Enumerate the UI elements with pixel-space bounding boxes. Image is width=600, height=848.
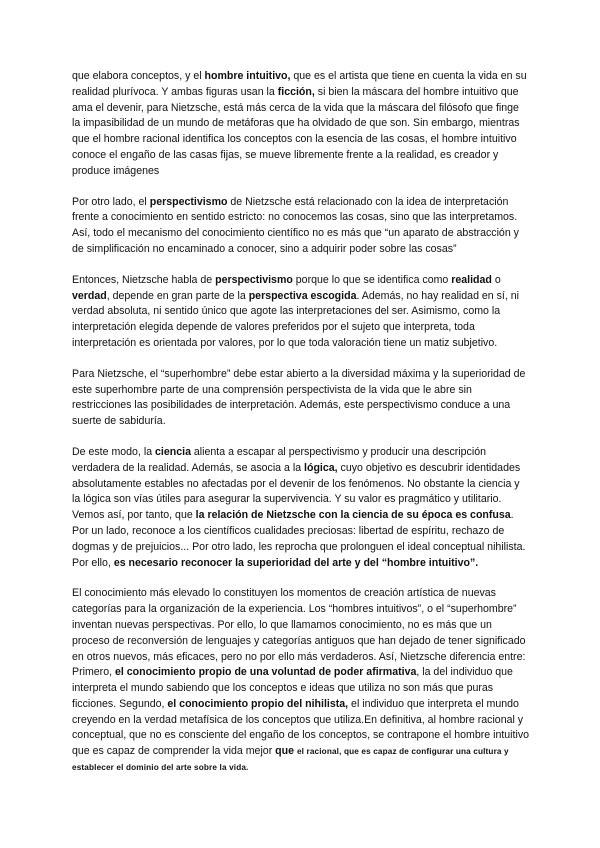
body-text: . Por un lado, reconoce a los científicos cualidades preciosas: libertad de espíritu, rechazo de dogmas y de prejuicios... Por otro lado, les reprocha que prolonguen el ideal conceptual nihilista. Por ello, — [72, 509, 526, 569]
body-text: el individuo que interpreta el mundo creyendo en la verdad metafísica de los conceptos que utiliza.En definitiva, al hombre racional y conceptual, que no es consciente del engaño de los conceptos, se contrapone el hombre intuitivo que es capaz de comprender la vida mejor — [72, 697, 530, 758]
body-text: que elabora conceptos, y el — [72, 70, 205, 82]
body-text: , la del individuo que interpreta el mundo sabiendo que los conceptos e ideas que utiliza no son más que puras ficciones. Segundo, — [72, 666, 513, 710]
body-text: si bien la máscara del hombre intuitivo que ama el devenir, para Nietzsche, está más cerca de la vida que la máscara del filósofo que finge la impasibilidad de un mundo de metáforas que ha olvidado de que son. Sin embargo, mientras que el hombre racional identifica los conceptos con la esencia de las cosas, el hombre intuitivo conoce el engaño de las casas fijas, se mueve libremente frente a la realidad, es creador y produce imágenes — [72, 85, 520, 177]
bold-text: lógica, — [304, 461, 338, 474]
body-text: que es el artista que tiene en cuenta la vida en su realidad plurívoca. Y ambas figuras usan la — [72, 70, 527, 98]
body-text: Por otro lado, el — [72, 195, 150, 208]
body-paragraph-6 — [72, 586, 530, 776]
bold-text: la relación de Nietzsche con la ciencia de su época es confusa — [195, 509, 511, 522]
bold-text: verdad — [72, 289, 107, 302]
body-text: De este modo, la — [72, 445, 156, 458]
body-text: o — [491, 273, 501, 286]
body-text: . Además, no hay realidad en sí, ni verdad absoluta, ni sentido único que agote las interpretaciones del ser. Asimismo, como la interpretación elegida depende de valores preferidos por el sujeto que interpreta, toda interpretación es orientada por valores, por lo que toda valoración tiene un matiz subjetivo. — [72, 289, 520, 349]
body-paragraph-4 — [72, 367, 530, 430]
bold-text: es necesario reconocer la superioridad del arte y del “hombre intuitivo”. — [113, 556, 479, 569]
body-paragraph-2 — [72, 195, 530, 258]
body-text: Para Nietzsche, el “superhombre” debe estar abierto a la diversidad máxima y la superioridad de este superhombre parte de una comprensión perspectivista de la vida que le abre sin restricciones las posibilidades de interpretación. Además, este perspectivismo conduce a una suerte de sabiduría. — [72, 367, 526, 428]
bold-text: hombre intuitivo, — [204, 70, 291, 82]
body-paragraph-3 — [72, 273, 530, 352]
body-paragraph-5 — [72, 445, 530, 571]
bold-text: realidad — [451, 273, 492, 286]
bold-text: el conocimiento propio de una voluntad de poder afirmativa — [114, 666, 417, 679]
bold-text: perspectiva escogida — [248, 289, 357, 302]
bold-text: ciencia — [155, 445, 191, 458]
body-text: alienta a escapar al perspectivismo y producir una descripción verdadera de la realidad. Además, se asocia a la — [72, 445, 486, 474]
bold-text: el racional, que es capaz de configurar una cultura y establecer el dominio del arte sobre la vida. — [72, 747, 509, 773]
body-text: de Nietzsche está relacionado con la idea de interpretación frente a conocimiento en sentido estricto: no conocemos las cosas, sino que las interpretamos. Así, todo el mecanismo del conocimiento científico no es más que “un aparato de abstracción y de simplificación no encaminado a conocer, sino a adquirir poder sobre las cosas” — [72, 195, 519, 255]
body-text: Entonces, Nietzsche habla de — [72, 273, 216, 286]
bold-text: perspectivismo — [215, 273, 293, 286]
body-text: El conocimiento más elevado lo constituyen los momentos de creación artística de nuevas categorías para la organización de la experiencia. Los “hombres intuitivos”, o el “superhombre” inventan nuevas perspectivas. Por ello, lo que llamamos conocimiento, no es más que un proceso de reconversión de lenguajes y categorías antiguos que han dejado de tener significado en otros nuevos, más eficaces, pero no por ello más verdaderos. Así, Nietzsche diferencia entre: Primero, — [72, 587, 526, 679]
bold-text: el conocimiento propio del nihilista, — [167, 697, 349, 710]
bold-text: ficción, — [277, 85, 315, 98]
bold-text: que — [275, 745, 297, 758]
bold-text: perspectivismo — [149, 195, 228, 208]
body-text: cuyo objetivo es descubrir identidades absolutamente estables no afectadas por el devenir de los fenómenos. No obstante la ciencia y la lógica son vías útiles para asegurar la supervivencia. Y su valor es pragmático y utilitario. Vemos así, por tanto, que — [72, 461, 521, 522]
body-text: porque lo que se identifica como — [292, 273, 452, 286]
body-text: , depende en gran parte de la — [106, 289, 249, 302]
body-paragraph-1 — [72, 69, 530, 180]
